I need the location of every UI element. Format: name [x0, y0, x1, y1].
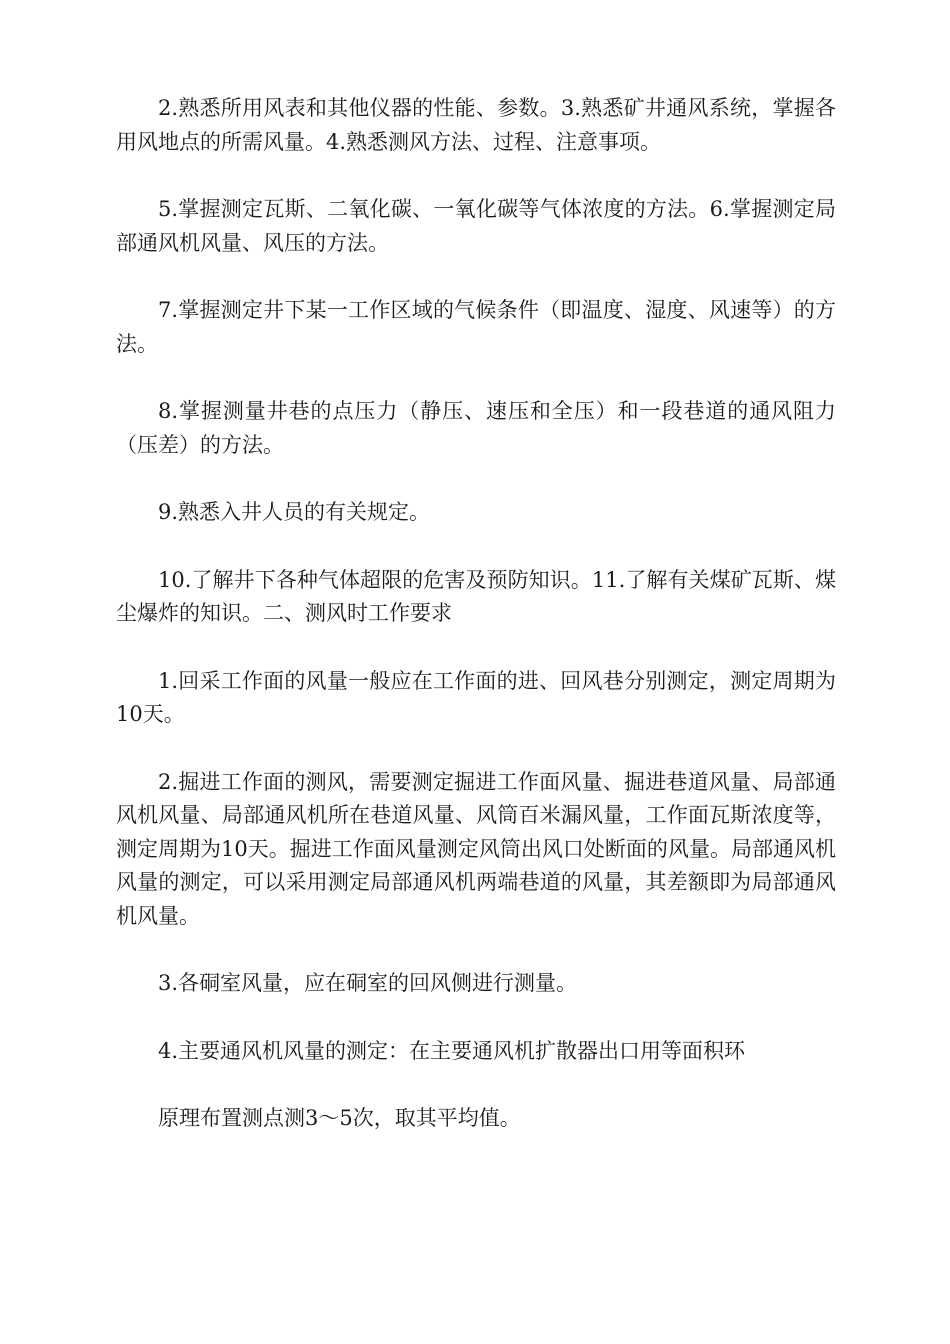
paragraph-7: 1.回采工作面的风量一般应在工作面的进、回风巷分别测定，测定周期为10天。: [116, 668, 836, 726]
paragraph-10: 4.主要通风机风量的测定：在主要通风机扩散器出口用等面积环: [158, 1038, 746, 1063]
paragraph-5: 9.熟悉入井人员的有关规定。: [158, 500, 431, 524]
paragraph-3: 7.掌握测定井下某一工作区域的气候条件（即温度、湿度、风速等）的方法。: [116, 298, 836, 356]
paragraph-4: 8.掌握测量井巷的点压力（静压、速压和全压）和一段巷道的通风阻力（压差）的方法。: [116, 399, 836, 457]
paragraph-11: 原理布置测点测3～5次，取其平均值。: [158, 1106, 521, 1130]
paragraph-2: 5.掌握测定瓦斯、二氧化碳、一氧化碳等气体浓度的方法。6.掌握测定局部通风机风量、风压的方法。: [116, 197, 836, 255]
paragraph-1: 2.熟悉所用风表和其他仪器的性能、参数。3.熟悉矿井通风系统，掌握各用风地点的所需风量。4.熟悉测风方法、过程、注意事项。: [116, 96, 836, 154]
paragraph-9: 3.各硐室风量，应在硐室的回风侧进行测量。: [158, 971, 578, 995]
paragraph-8: 2.掘进工作面的测风，需要测定掘进工作面风量、掘进巷道风量、局部通风机风量、局部通风机所在巷道风量、风筒百米漏风量，工作面瓦斯浓度等，测定周期为10天。掘进工作面风量测定风筒出风口处断面的风量。局部通风机风量的测定，可以采用测定局部通风机两端巷道的风量，其差额即为局部通风机风量。: [116, 769, 836, 928]
paragraph-6: 10.了解井下各种气体超限的危害及预防知识。11.了解有关煤矿瓦斯、煤尘爆炸的知识。二、测风时工作要求: [116, 567, 836, 625]
document-body: [116, 92, 836, 1170]
